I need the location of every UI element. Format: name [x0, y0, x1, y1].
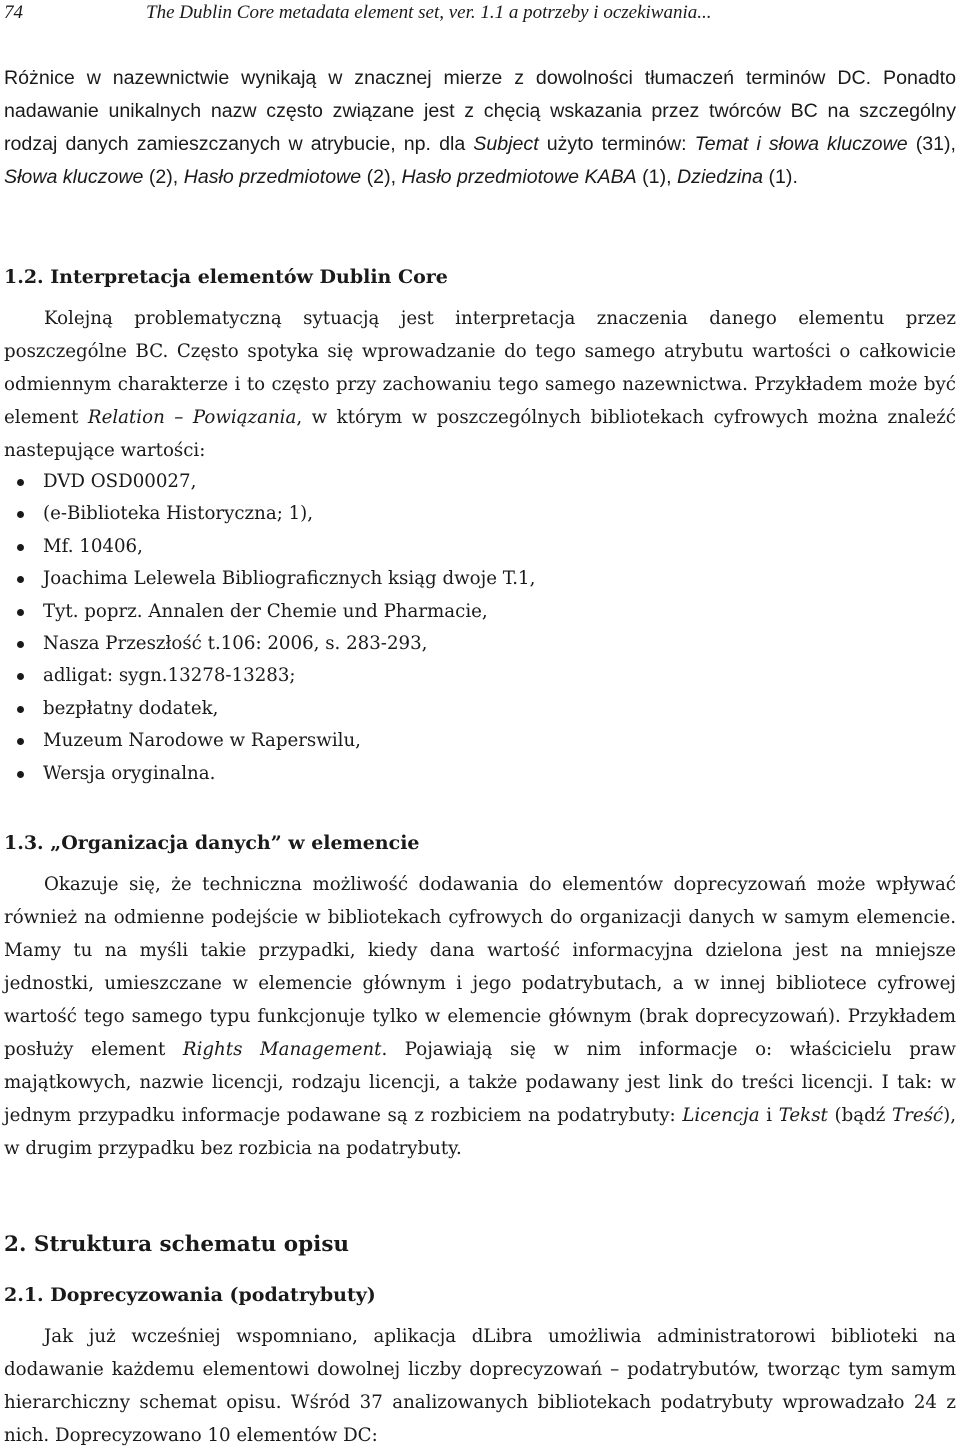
term-haslo-kaba: Hasło przedmiotowe KABA	[401, 166, 637, 188]
section-2	[4, 1230, 956, 1260]
bullet-icon	[17, 738, 24, 745]
bullet-icon	[17, 673, 24, 680]
list-item-text: bezpłatny dodatek,	[43, 697, 219, 719]
bullet-icon	[17, 544, 24, 551]
bullet-icon	[17, 706, 24, 713]
section-1-3-body	[4, 868, 956, 1165]
s13-text-2: . Pojawiają się w nim informacje o: właścicielu praw majątkowych, nazwie licencji, rodzaju licencji, a także podawany jest link do treści licencji. I tak: w jednym przypadku informacje podawane są z rozbiciem na podatrybuty:	[4, 1039, 956, 1126]
section-1-3-paragraph	[4, 868, 956, 1165]
section-1-2-heading: 1.2. Interpretacja elementów Dublin Core	[4, 266, 448, 288]
intro-text-3: (31),	[907, 133, 957, 155]
list-item-text: Wersja oryginalna.	[43, 762, 216, 784]
term-haslo: Hasło przedmiotowe	[183, 166, 362, 188]
list-item	[4, 596, 956, 628]
values-list	[4, 466, 956, 790]
intro-text-7: (1).	[763, 166, 798, 188]
section-1-2	[4, 262, 956, 292]
list-item	[4, 531, 956, 563]
list-item-text: Muzeum Narodowe w Raperswilu,	[43, 730, 361, 752]
list-item-text: Mf. 10406,	[43, 535, 143, 557]
intro-text-6: (1),	[636, 166, 677, 188]
term-slowa-kluczowe: Słowa kluczowe	[4, 166, 144, 188]
term-subject: Subject	[473, 133, 539, 155]
section-2-1-paragraph: Jak już wcześniej wspomniano, aplikacja dLibra umożliwia administratorowi biblioteki na dodawanie każdemu elementowi dowolnej liczby doprecyzowań – podatrybutów, tworząc tym samym hierarchiczny schemat opisu. Wśród 37 analizowanych bibliotekach podatrybuty wprowadzało 24 z nich. Doprecyzowano 10 elementów DC:	[4, 1326, 956, 1446]
bullet-icon	[17, 479, 24, 486]
bullet-icon	[17, 771, 24, 778]
list-item	[4, 498, 956, 530]
list-item-text: (e-Biblioteka Historyczna; 1),	[43, 503, 314, 525]
term-temat: Temat i słowa kluczowe	[694, 133, 908, 155]
section-2-1-body	[4, 1320, 956, 1452]
term-dziedzina: Dziedzina	[677, 166, 764, 188]
list-item	[4, 758, 956, 790]
list-item-text: adligat: sygn.13278-13283;	[43, 665, 296, 687]
section-1-3	[4, 828, 956, 858]
list-item-text: Tyt. poprz. Annalen der Chemie und Pharmacie,	[43, 600, 488, 622]
running-header	[4, 2, 956, 32]
s13-text-5: ), w drugim przypadku bez rozbicia na podatrybuty.	[4, 1105, 956, 1159]
running-title: The Dublin Core metadata element set, ver. 1.1 a potrzeby i oczekiwania...	[146, 2, 712, 23]
section-1-3-heading: 1.3. „Organizacja danych” w elemencie	[4, 832, 420, 854]
section-2-1	[4, 1280, 956, 1310]
term-tekst: Tekst	[778, 1105, 828, 1126]
bullet-icon	[17, 576, 24, 583]
list-item	[4, 660, 956, 692]
intro-text-2: użyto terminów:	[538, 133, 695, 155]
section-2-heading: 2. Struktura schematu opisu	[4, 1232, 350, 1257]
values-list-block	[4, 466, 956, 790]
s12-text-2: , w którym w poszczególnych bibliotekach cyfrowych można znaleźć nastepujące wartości:	[4, 407, 956, 461]
list-item	[4, 725, 956, 757]
list-item-text: Nasza Przeszłość t.106: 2006, s. 283-293,	[43, 633, 428, 655]
intro-text-4: (2),	[143, 166, 184, 188]
list-item	[4, 628, 956, 660]
intro-block	[4, 62, 956, 194]
bullet-icon	[17, 609, 24, 616]
term-tresc: Treść	[892, 1105, 944, 1126]
bullet-icon	[17, 511, 24, 518]
section-2-1-heading: 2.1. Doprecyzowania (podatrybuty)	[4, 1284, 376, 1306]
page-number: 74	[4, 2, 23, 23]
term-relation: Relation – Powiązania	[87, 407, 297, 428]
list-item	[4, 693, 956, 725]
term-licencja: Licencja	[682, 1105, 760, 1126]
list-item	[4, 563, 956, 595]
section-1-2-paragraph	[4, 302, 956, 467]
section-1-2-body	[4, 302, 956, 467]
s13-text-4: (bądź	[827, 1105, 892, 1126]
intro-text-1: Różnice w nazewnictwie wynikają w znacznej mierze z dowolności tłumaczeń terminów DC. Ponadto nadawanie unikalnych nazw często związane jest z chęcią wskazania przez twórców BC na szczególny rodzaj danych zamieszczanych w atrybucie, np. dla	[4, 67, 956, 155]
list-item	[4, 466, 956, 498]
term-rights-management: Rights Management	[182, 1039, 382, 1060]
s12-text-1: Kolejną problematyczną sytuacją jest interpretacja znaczenia danego elementu przez poszczególne BC. Często spotyka się wprowadzanie do tego samego atrybutu wartości o całkowicie odmiennym charakterze i to często przy zachowaniu tego samego nazewnictwa. Przykładem może być element	[4, 308, 956, 428]
s13-text-3: i	[759, 1105, 779, 1126]
list-item-text: DVD OSD00027,	[43, 471, 197, 492]
bullet-icon	[17, 641, 24, 648]
s13-text-1: Okazuje się, że techniczna możliwość dodawania do elementów doprecyzowań może wpływać również na odmienne podejście w bibliotekach cyfrowych do organizacji danych w samym elemencie. Mamy tu na myśli takie przypadki, kiedy dana wartość informacyjna dzielona jest na mniejsze jednostki, umieszczane w elemencie głównym i jego podatrybutach, a w innej bibliotece cyfrowej wartość tego samego typu funkcjonuje tylko w elemencie głównym (brak doprecyzowań). Przykładem posłuży element	[4, 874, 956, 1060]
intro-paragraph	[4, 62, 956, 194]
intro-text-5: (2),	[361, 166, 402, 188]
list-item-text: Joachima Lelewela Bibliograficznych ksiąg dwoje T.1,	[43, 568, 536, 590]
